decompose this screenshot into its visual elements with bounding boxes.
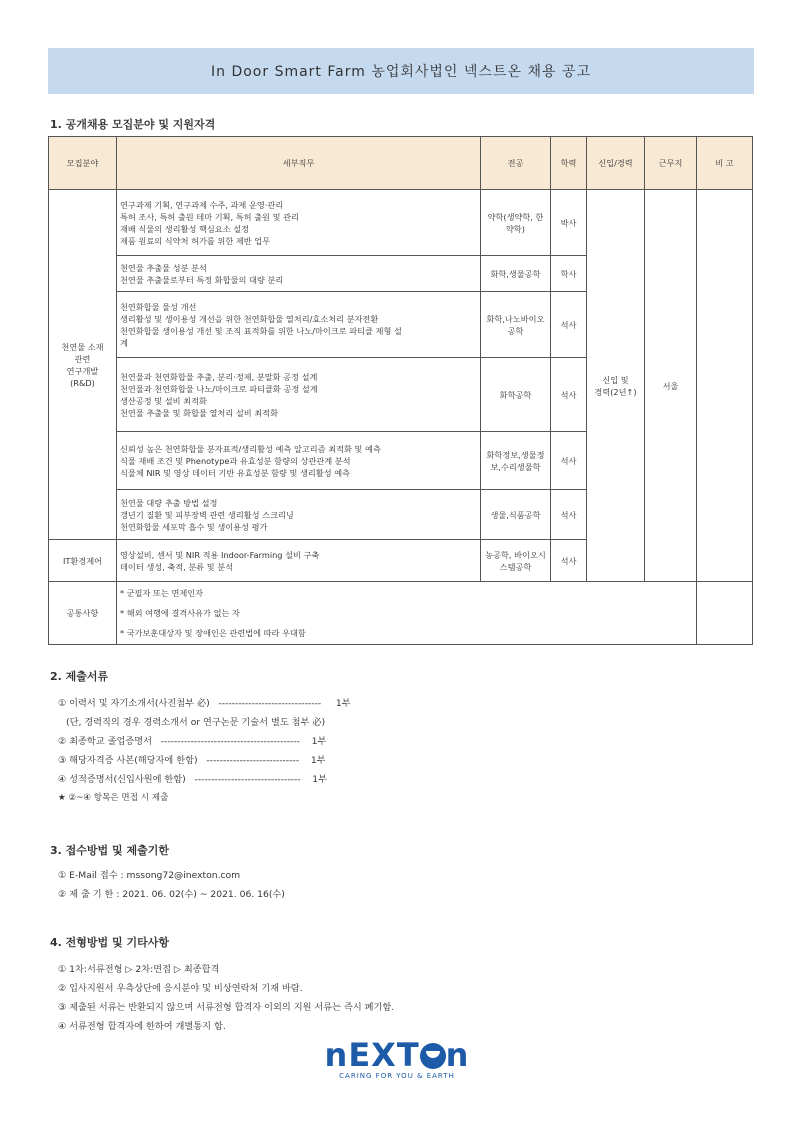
section3-heading: 3. 접수방법 및 제출기한 [50,844,169,857]
table-header-row [49,137,753,190]
recruitment-table [48,136,753,645]
list-item: ② 제 출 기 한 : 2021. 06. 02(수) ~ 2021. 06. 16(수) [58,889,285,900]
field-rnd-cell: 천연물 소재 관련 연구개발 (R&D) [49,190,117,540]
common-label: 공통사항 [49,582,117,645]
header-field: 모집분야 [49,137,117,190]
documents-note: ★ ②~④ 항목은 면접 시 제출 [58,793,169,803]
process-list [58,960,394,1036]
major-cell: 약학(생약학, 한약학) [481,190,551,256]
header-degree: 학력 [551,137,587,190]
list-item: ③ 제출된 서류는 반환되지 않으며 서류전형 합격자 이외의 지원 서류는 즉시 폐기함. [58,1002,395,1013]
section1-heading: 1. 공개채용 모집분야 및 지원자격 [50,118,216,131]
duty-cell: 천연물과 천연화합물 추출, 분리·정제, 분말화 공정 설계 천연물과 천연화합물 나노/마이크로 파티클화 공정 설계 생산공정 및 설비 최적화 천연물 추출물 및 화합물 열처리 설비 최적화 [117,358,481,432]
degree-cell: 석사 [551,490,587,540]
degree-cell: 석사 [551,540,587,582]
degree-cell: 석사 [551,358,587,432]
major-cell: 생물,식품공학 [481,490,551,540]
list-item: ② 입사지원서 우측상단에 응시분야 및 비상연락처 기재 바람. [58,983,303,994]
duty-cell: 연구과제 기획, 연구과제 수주, 과제 운영·관리 특허 조사, 특허 출원 테마 기획, 특허 출원 및 관리 재배 식물의 생리활성 핵심요소 설정 제품 원료의 식약처 허가를 위한 제반 업무 [117,190,481,256]
duty-cell: 천연물 대량 추출 방법 설정 갱년기 질환 및 피부장벽 관련 생리활성 스크리닝 천연화합물 세포막 흡수 및 생이용성 평가 [117,490,481,540]
header-major: 전공 [481,137,551,190]
remarks-cell [697,190,753,582]
logo-wordmark: nEXT n [324,1036,470,1074]
list-item: ① 1차:서류전형 ▷ 2차:면접 ▷ 최종합격 [58,964,220,975]
header-location: 근무지 [645,137,697,190]
major-cell: 화학정보,생물정보,수리생물학 [481,432,551,490]
header-career: 신입/경력 [587,137,645,190]
major-cell: 화학,생물공학 [481,256,551,292]
header-remarks: 비 고 [697,137,753,190]
list-item: ① E-Mail 접수 : mssong72@inexton.com [58,870,241,881]
common-row [49,582,753,645]
degree-cell: 석사 [551,292,587,358]
list-item: (단, 경력직의 경우 경력소개서 or 연구논문 기술서 별도 첨부 必) [66,717,326,728]
duty-cell: 천연화합물 물성 개선 생리활성 및 생이용성 개선을 위한 천연화합물 열처리/효소처리 분자전환 천연화합물 생이용성 개선 및 조직 표적화를 위한 나노/마이크로 파티클 제형 설 계 [117,292,481,358]
header-duty: 세부직무 [117,137,481,190]
documents-list [58,694,351,808]
location-cell: 서울 [645,190,697,582]
degree-cell: 학사 [551,256,587,292]
duty-cell: 영상설비, 센서 및 NIR 적용 Indoor-Farming 설비 구축 데이터 생성, 축적, 분류 및 분석 [117,540,481,582]
section2-heading: 2. 제출서류 [50,670,109,683]
section4-heading: 4. 전형방법 및 기타사항 [50,936,169,949]
common-remarks [697,582,753,645]
major-cell: 화학,나노바이오공학 [481,292,551,358]
logo-tagline: CARING FOR YOU & EARTH [339,1072,455,1080]
major-cell: 화학공학 [481,358,551,432]
list-item: ④ 서류전형 합격자에 한하여 개별통지 함. [58,1021,226,1032]
degree-cell: 석사 [551,432,587,490]
career-cell: 신입 및 경력(2년↑) [587,190,645,582]
duty-cell: 천연물 추출물 성분 분석 천연물 추출물로부터 특정 화합물의 대량 분리 [117,256,481,292]
list-item: ② 최종학교 졸업증명서 ------------------------------------------ 1부 [58,736,327,747]
list-item: ④ 성적증명서(신입사원에 한함) -------------------------------- 1부 [58,774,328,785]
submission-list [58,866,285,904]
nexton-logo [312,1038,482,1086]
duty-cell: 신뢰성 높은 천연화합물 분자표적/생리활성 예측 알고리즘 최적화 및 예측 식물 재배 조건 및 Phenotype과 유효성분 함량의 상관관계 분석 식물체 NIR 및 영상 데이터 기반 유효성분 함량 및 생리활성 예측 [117,432,481,490]
page-title: In Door Smart Farm 농업회사법인 넥스트온 채용 공고 [48,48,754,94]
common-items: * 군필자 또는 면제인자 * 해외 여행에 결격사유가 없는 자 * 국가보훈대상자 및 장애인은 관련법에 따라 우대함 [117,582,697,645]
major-cell: 농공학, 바이오시스템공학 [481,540,551,582]
list-item: ③ 해당자격증 사본(해당자에 한함) ---------------------------- 1부 [58,755,326,766]
field-it-cell: IT환경제어 [49,540,117,582]
table-row [49,190,753,256]
degree-cell: 박사 [551,190,587,256]
list-item: ① 이력서 및 자기소개서(사진첨부 必) ------------------------------- 1부 [58,698,351,709]
logo-eye-icon [420,1043,446,1069]
